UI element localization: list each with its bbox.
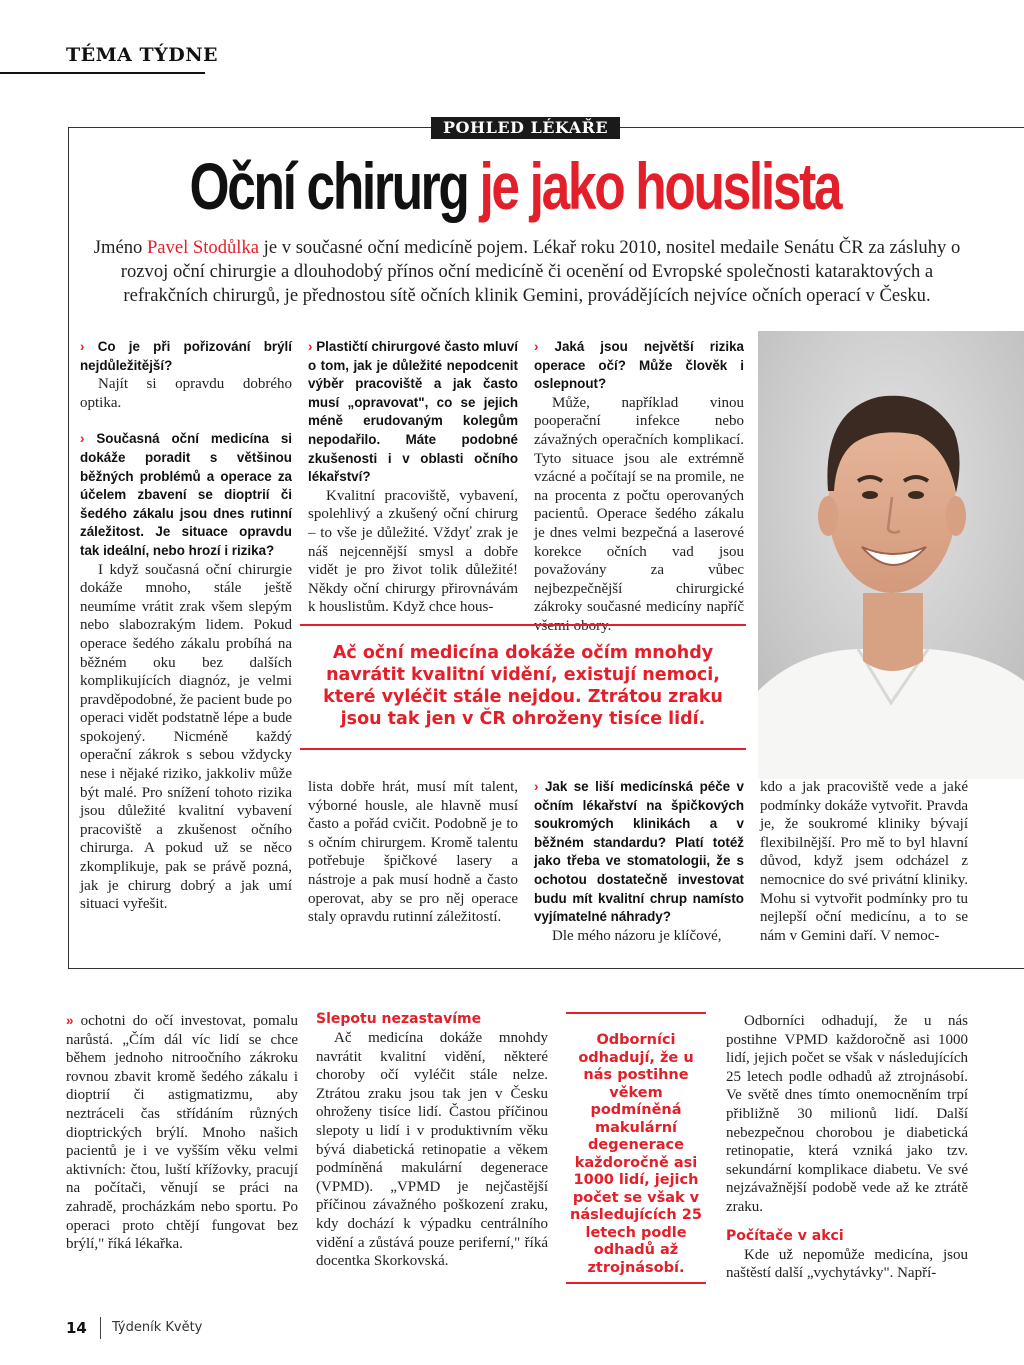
section-tag: TÉMA TÝDNE <box>66 44 219 66</box>
pullquote-text: Ač oční medicína dokáže očím mnohdy navrátit kvalitní vidění, existují nemoci, které vyléčit stále nejdou. Ztrátou zraku jsou tak jen v ČR ohroženy tisíce lidí. <box>323 643 723 729</box>
headline-red: je jako houslista <box>479 149 841 223</box>
lead-paragraph <box>78 236 976 308</box>
answer: kdo a jak pracoviště vede a jaké podmínky dokáže vytvořit. Pravda je, že soukromé kliniky bývají flexibilnější. Pro mě to byl hlavní důvod, když jsem odcházel z nemocnice do své privátní kliniky. Mohu si vytvořit podmínky pro tu nejlepší oční medicínu, a to se nám v Gemini daří. V nemoc- <box>760 779 968 944</box>
question-marker: › <box>80 431 85 447</box>
lower-col2-text: Ač medicína dokáže mnohdy navrátit kvalitní vidění, některé choroby očí vyléčit stále nelze. Ztrátou zraku jsou tak jen v Česku ohroženy tisíce lidí. Častou příčinou slepoty u lidí i v produktivním věku bývá diabetická retinopatie a věkem podmíněná makulární degenerace (VPMD). „VPMD je nejčastější příčinou závažného poškození zraku, kdy dochází k výpadku centrálního vidění a zůstává pouze periferní," říká docentka Skorkovská. <box>316 1030 548 1270</box>
lower-col1-text: ochotni do očí investovat, pomalu narůstá. „Čím dál víc lidí se chce během jednoho nitroočního zákroku rovnou zbavit kromě šedého zákalu i dioptrií či astigmatizmu, aby neztráceli čas střídáním různých dioptrických brýlí. Mnoho našich pacientů je i ve vyšším věku velmi aktivních: čtou, luští křížovky, pracují na počítači, věnují se práci na zahradě, procházkám nebo sportu. Po operaci proto chtějí fungovat bez brýlí," říká lékařka. <box>66 1013 299 1253</box>
section-rule <box>0 72 205 74</box>
question-marker: › <box>534 339 539 354</box>
headline-black: Oční chirurg <box>189 149 468 223</box>
pullquote-box <box>300 624 746 750</box>
answer: Najít si opravdu dobrého optika. <box>80 376 292 411</box>
subheading-slepotu: Slepotu nezastavíme <box>316 1011 482 1027</box>
question-text: Plastičtí chirurgové často mluví o tom, jak je důležité nepodcenit výběr pracoviště a jak často musí „opravovat", co se jejich méně erudovaným kolegům nepodařilo. Máte podobné zkušenosti i v oblasti očního lékařství? <box>308 339 518 485</box>
headline <box>116 150 915 222</box>
subheading-pocitace: Počítače v akci <box>726 1227 844 1244</box>
answer: I když současná oční chirurgie dokáže mnoho, stále ještě neumíme vrátit zrak všem slepým nebo slabozrakým lidem. Pokud operace šedého zákalu probíhá na běžném oku bez dalších komplikujících diagnóz, je velmi pravděpodobné, že pacient bude po operaci vidět podstatně lépe a bude spokojený. Nicméně každý operační zákrok s sebou vždycky nese i nějaké riziko, jakkoliv může být malé. Pro snížení tohoto rizika jsou důležité kvalitní vybavení pracoviště a zkušenost očního chirurga. A pokud už se něco zkomplikuje, pak se právě pozná, jak je chirurg dobrý a jak umí situaci vyřešit. <box>80 561 292 913</box>
interview-column-3-bottom <box>534 778 744 945</box>
lead-pre: Jméno <box>93 237 147 258</box>
lower-col4b-text: Kde už nepomůže medicína, jsou naštěstí další „vychytávky". Napří- <box>726 1246 968 1282</box>
question-text: Co je při pořizování brýlí nejdůležitější? <box>80 339 292 373</box>
interview-column-1 <box>80 338 292 914</box>
question <box>80 430 292 560</box>
answer: lista dobře hrát, musí mít talent, výborné housle, ale hlavně musí často a pořád cvičit. Podobně je to s očním chirurgem. Kromě talentu potřebuje špičkové lasery a nástroje a pak musí hodně a často operovat, aby se pro něj operace staly opravdu rutinní záležitostí. <box>308 779 518 926</box>
interview-column-2-top <box>308 338 518 617</box>
answer: Dle mého názoru je klíčové, <box>552 927 722 944</box>
page-number: 14 <box>66 1319 87 1337</box>
continue-marker: » <box>66 1013 74 1028</box>
answer: Může, například vinou pooperační infekce nebo závažných operačních komplikací. Tyto situace jsou ale extrémně vzácné a počítají se na promile, ne na procenta z počtu operovaných pacientů. Operace šedého zákalu je dnes velmi bezpečná a laserové korekce očních vad jsou považovány za vůbec nejbezpečnější chirurgické zákroky současné medicíny napříč všemi obory. <box>534 394 744 634</box>
highlight-box <box>566 1012 706 1284</box>
question-text: Současná oční medicína si dokáže poradit s většinou běžných problémů a operace za účelem zbavení se dioptrií či šedého zákalu jsou dnes rutinní záležitost. Je situace opravdu tak ideální, nebo hrozí i rizika? <box>80 431 292 558</box>
highlight-text: Odborníci odhadují, že u nás postihne věkem podmíněná makulární degenerace každoročně asi 1000 lidí, jejich počet se však v následujících 25 letech podle odhadů až ztrojnásobí. <box>570 1032 702 1276</box>
question <box>534 778 744 927</box>
question-marker: › <box>80 339 85 354</box>
question <box>534 338 744 394</box>
question-text: Jak se liší medicínská péče v očním lékařství na špičkových soukromých klinikách a v běžném standardu? Platí totéž jako třeba ve stomatologii, že s ochotou dostatečně investovat budu mít kvalitní chrup namísto vyjímatelné náhrady? <box>534 779 744 925</box>
interview-column-4 <box>760 778 968 945</box>
interview-column-3-top <box>534 338 744 636</box>
kicker-label: POHLED LÉKAŘE <box>431 117 620 139</box>
interview-column-2-bottom <box>308 778 518 927</box>
answer: Kvalitní pracoviště, vybavení, spolehlivý a zkušený oční chirurg – to vše je důležité. Vždyť zrak je náš nejcennější smysl a dobře vidět je pro život tolik důležité! Někdy oční chirurgy přirovnávám k houslistům. Když chce hous- <box>308 487 518 616</box>
question-marker: › <box>534 779 539 794</box>
lower-column-1 <box>66 1012 298 1254</box>
portrait-illustration <box>758 331 1024 779</box>
lead-post: je v současné oční medicíně pojem. Lékař roku 2010, nositel medaile Senátu ČR za zásluhy o rozvoj oční chirurgie a dlouhodobý přínos oční medicíně či ocenění od Evropské společnosti kataraktových a refrakčních chirurgů, je přednostou sítě očních klinik Gemini, provádějících nejvíce očních operací v Česku. <box>120 237 961 306</box>
lower-column-2 <box>316 1010 548 1271</box>
question-marker: › <box>308 339 313 354</box>
footer-separator <box>100 1317 101 1339</box>
lower-col4-text: Odborníci odhadují, že u nás postihne VPMD každoročně asi 1000 lidí, jejich počet se však v následujících 25 letech podle odhadů až ztrojnásobí. Ve světě dnes tímto onemocněním trpí přibližně 30 milionů lidí. Další nebezpečnou chorobou je diabetická retinopatie, která vzniká jako tzv. sekundární komplikace diabetu. Ve své nejzávažnější podobě vede až ke ztrátě zraku. <box>726 1013 968 1215</box>
portrait-photo <box>758 331 1024 779</box>
lead-name: Pavel Stodůlka <box>146 237 260 258</box>
magazine-name: Týdeník Květy <box>112 1320 203 1335</box>
lower-column-4 <box>726 1012 968 1283</box>
question <box>308 338 518 487</box>
question <box>80 338 292 375</box>
question-text: Jaká jsou největší rizika operace očí? Může člověk i oslepnout? <box>534 339 744 392</box>
